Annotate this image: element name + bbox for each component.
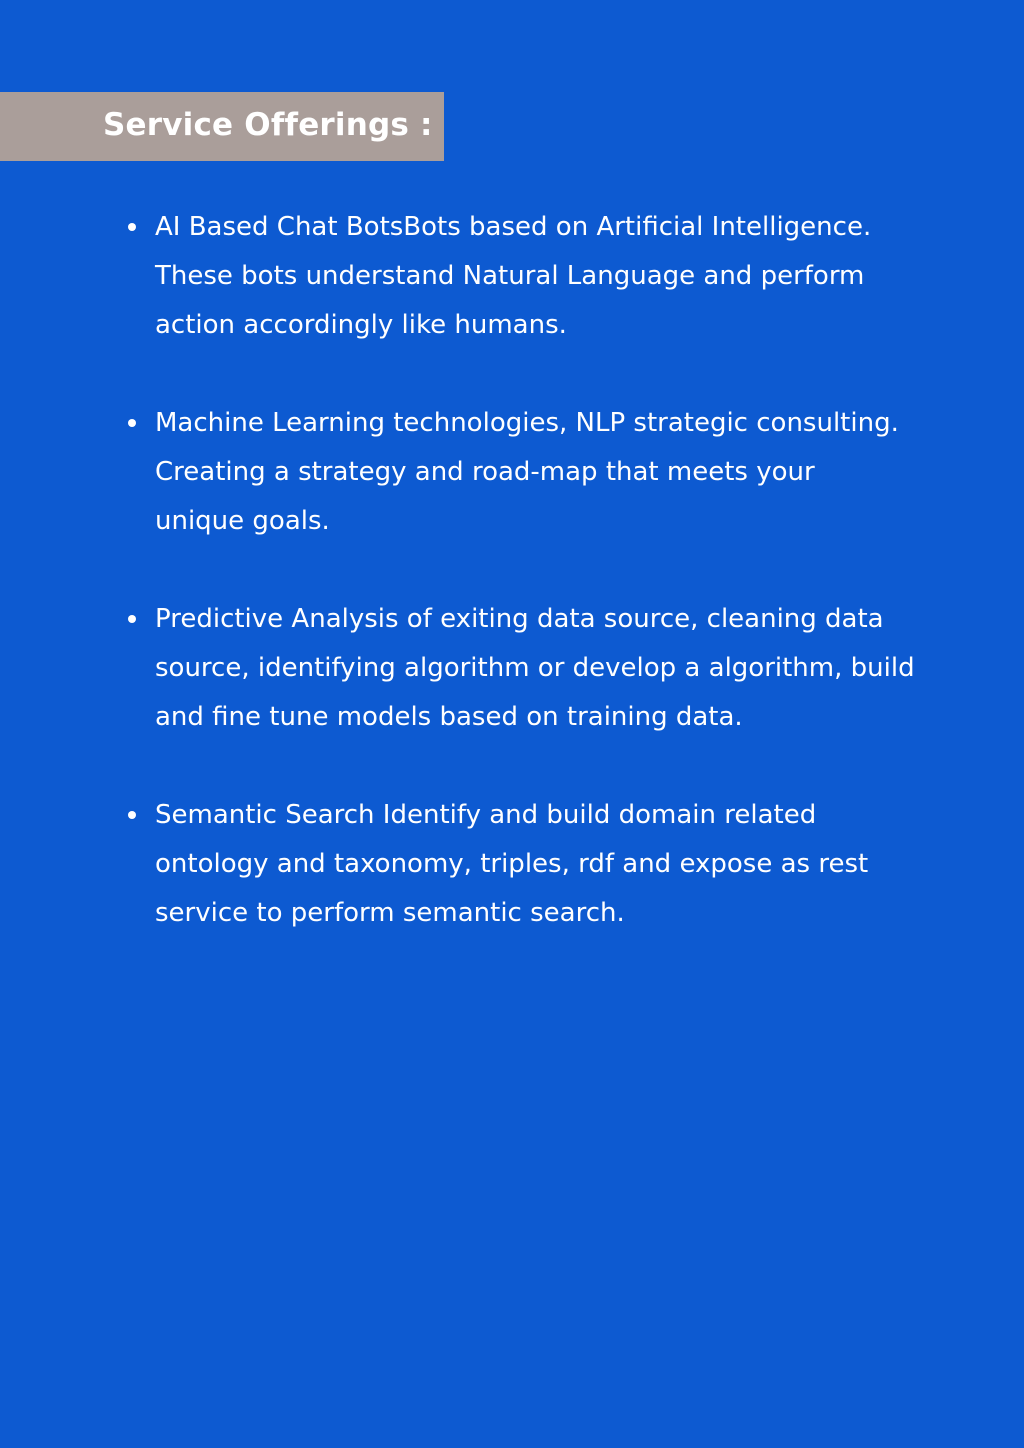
list-item-line: Predictive Analysis of exiting data source, cleaning data [155, 604, 884, 634]
list-item-line: Machine Learning technologies, NLP strategic consulting. [155, 408, 899, 438]
list-item-line: Creating a strategy and road-map that meets your [155, 457, 815, 487]
list-item-line: AI Based Chat BotsBots based on Artificial Intelligence. [155, 212, 872, 242]
bullet-icon [128, 223, 136, 231]
list-item-line: These bots understand Natural Language and perform [155, 261, 865, 291]
list-item-line: and fine tune models based on training data. [155, 702, 743, 732]
service-offerings-list [128, 203, 948, 987]
list-item-line: source, identifying algorithm or develop a algorithm, build [155, 653, 915, 683]
list-item-line: action accordingly like humans. [155, 310, 567, 340]
list-item-ai-chat-bots [128, 203, 948, 350]
section-title: Service Offerings : [103, 107, 433, 143]
section-header-band [0, 92, 444, 161]
list-item-semantic-search [128, 791, 948, 938]
list-item-line: service to perform semantic search. [155, 898, 625, 928]
list-item-line: ontology and taxonomy, triples, rdf and expose as rest [155, 849, 869, 879]
bullet-icon [128, 615, 136, 623]
bullet-icon [128, 419, 136, 427]
list-item-line: Semantic Search Identify and build domain related [155, 800, 817, 830]
bullet-icon [128, 811, 136, 819]
list-item-line: unique goals. [155, 506, 330, 536]
list-item-machine-learning [128, 399, 948, 546]
list-item-predictive-analysis [128, 595, 948, 742]
